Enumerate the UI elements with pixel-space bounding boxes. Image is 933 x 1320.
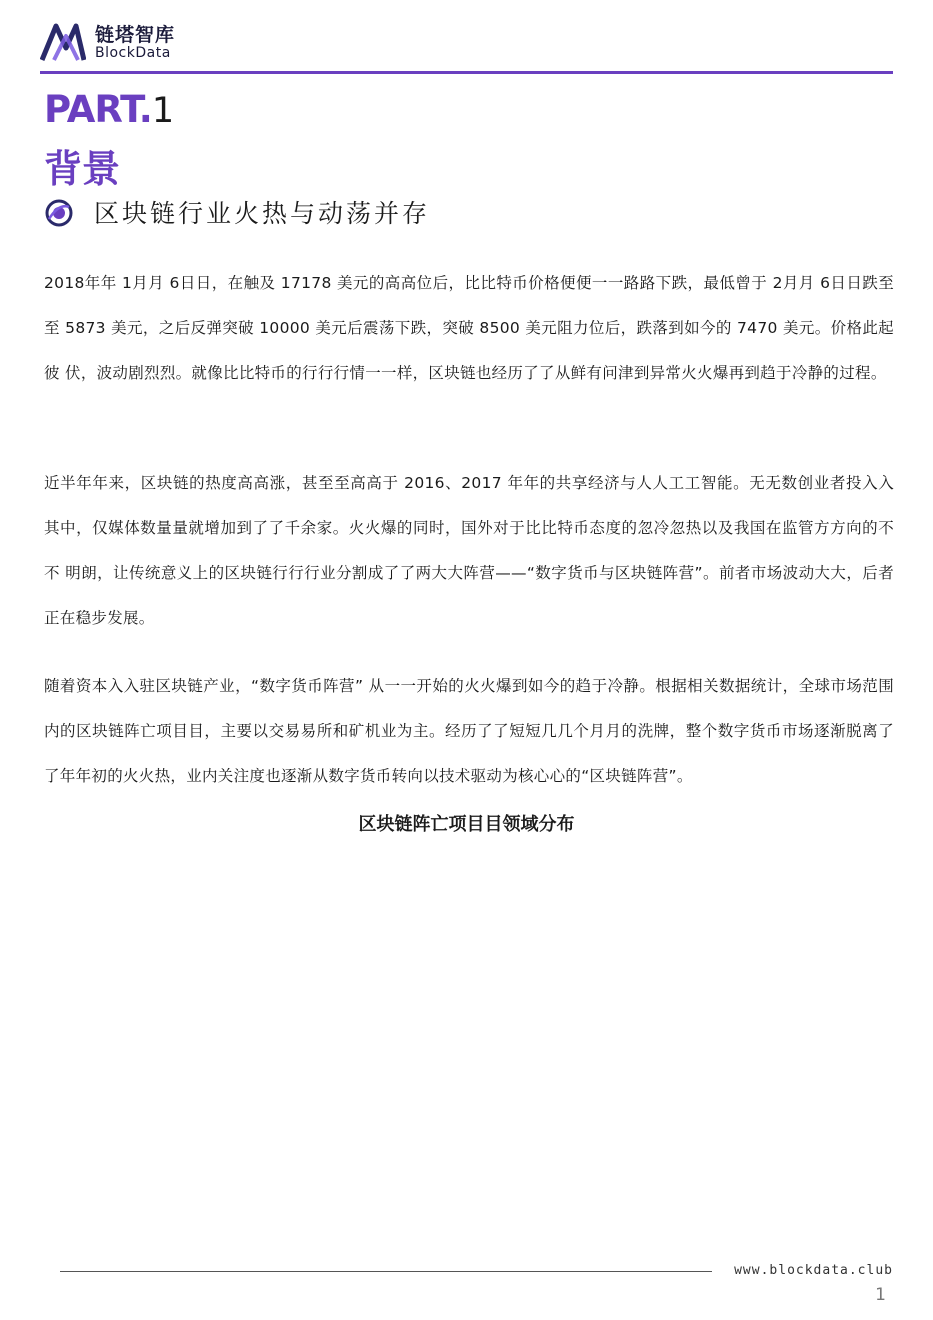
blockdata-logo-icon xyxy=(40,22,86,62)
page-number: 1 xyxy=(875,1285,886,1305)
brand-name-en: BlockData xyxy=(95,45,171,61)
header-divider xyxy=(40,71,893,74)
section-bullet-icon xyxy=(44,198,74,228)
section-title: 背景 xyxy=(44,147,121,191)
body-paragraph: 2018年年 1月月 6日日，在触及 17178 美元的高高位后，比比特币价格便便一一路路下跌，最低曾于 2月月 6日日跌至至 5873 美元，之后反弹突破 10000 美元后震荡下跌，突破 8500 美元阻力位后，跌落到如今的 7470 美元。价格此起彼 伏，波动剧烈烈。就像比比特币的行行行情一一样，区块链也经历了了从鲜有问津到异常火火爆再到趋于冷静的过程。 xyxy=(44,273,894,382)
body-paragraph: 近半年年来，区块链的热度高高涨，甚至至高高于 2016、2017 年年的共享经济与人人工工智能。无无数创业者投入入其中，仅媒体数量量就增加到了了千余家。火火爆的同时，国外对于比比特币态度的忽冷忽热以及我国在监管方方向的不不 明朗，让传统意义上的区块链行行行业分割成了了两大大阵营——“数字货币与区块链阵营”。前者市场波动大大，后者正在稳步发展。 xyxy=(44,473,894,627)
body-paragraph: 随着资本入入驻区块链产业，“数字货币阵营” 从一一开始的火火爆到如今的趋于冷静。根据相关数据统计，全球市场范围内的区块链阵亡项目目，主要以交易易所和矿机业为主。经历了了短短几几个月月的洗牌，整个数字货币市场逐渐脱离了了年年初的火火热，业内关注度也逐渐从数字货币转向以技术驱动为核心心的“区块链阵营”。 xyxy=(44,676,894,785)
footer-url[interactable]: www.blockdata.club xyxy=(734,1263,893,1278)
brand-name-cn: 链塔智库 xyxy=(95,24,176,46)
subsection-title: 区块链行业火热与动荡并存 xyxy=(94,199,431,228)
footer-divider xyxy=(60,1271,712,1272)
chart-heading: 区块链阵亡项目目领域分布 xyxy=(358,814,575,835)
part-number: 1 xyxy=(151,91,174,131)
part-label: PART. xyxy=(44,88,152,131)
part-heading xyxy=(44,88,173,131)
